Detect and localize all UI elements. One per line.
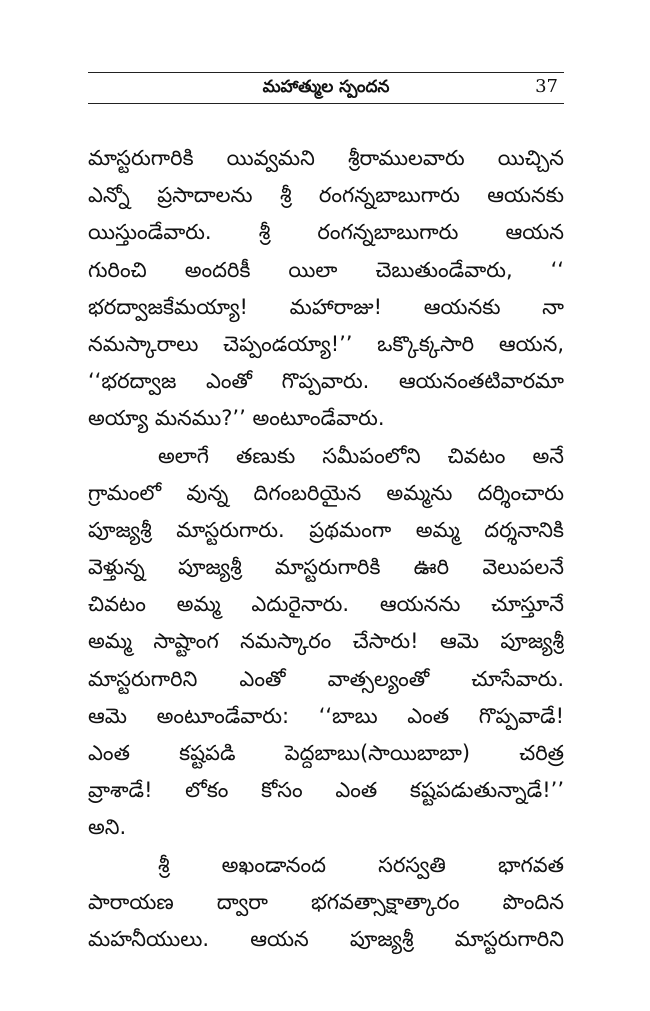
page-header — [88, 72, 564, 104]
text-line: ఎంత కష్టపడి పెద్దబాబు(సాయిబాబా) చరిత్ర — [88, 741, 564, 765]
text-line: భరద్వాజకేమయ్యా! మహారాజు! ఆయనకు నా — [88, 294, 564, 319]
text-line: ‘‘భరద్వాజ ఎంతో గొప్పవారు. ఆయనంతటివారమా — [88, 369, 564, 394]
text-line: గురించి అందరికీ యిలా చెబుతుండేవారు, ‘‘ — [88, 257, 564, 282]
text-line: ఆమె అంటూండేవారు: ‘‘బాబు ఎంత గొప్పవాడే! — [88, 703, 564, 728]
text-line: అమ్మ సాష్టాంగ నమస్కారం చేసారు! ఆమె పూజ్యశ్రీ — [88, 629, 564, 654]
text-line: అని. — [88, 815, 127, 840]
text-line: మాస్టరుగారికి యివ్వమని శ్రీరాములవారు యిచ్చిన — [88, 146, 564, 170]
text-line: అయ్యా మనము?’’ అంటూండేవారు. — [88, 406, 385, 431]
text-line: శ్రీ అఖండానంద సరస్వతి భాగవత — [158, 852, 564, 877]
text-line: ఎన్నో ప్రసాదాలను శ్రీ రంగన్నబాబుగారు ఆయనకు — [88, 183, 564, 208]
text-line: నమస్కారాలు చెప్పండయ్యా!’’ ఒక్కొక్కసారి ఆయన, — [88, 331, 564, 356]
text-line: పారాయణ ద్వారా భగవత్సాక్షాత్కారం పొందిన — [88, 889, 564, 914]
text-line: అలాగే తణుకు సమీపంలోని చివటం అనే — [158, 443, 564, 468]
text-line: పూజ్యశ్రీ మాస్టరుగారు. ప్రథమంగా అమ్మ దర్శనానికి — [88, 517, 564, 542]
page-number: 37 — [535, 76, 558, 97]
text-line: మాస్టరుగారిని ఎంతో వాత్సల్యంతో చూసేవారు. — [88, 666, 564, 691]
text-line: చివటం అమ్మ ఎదురైనారు. ఆయనను చూస్తూనే — [88, 592, 564, 617]
text-line: వెళ్తున్న పూజ్యశ్రీ మాస్టరుగారికి ఊరి వెలుపలనే — [88, 555, 564, 580]
text-line: యిస్తుండేవారు. శ్రీ రంగన్నబాబుగారు ఆయన — [88, 220, 564, 245]
text-line: మహనీయులు. ఆయన పూజ్యశ్రీ మాస్టరుగారిని — [88, 926, 564, 951]
text-line: వ్రాశాడే! లోకం కోసం ఎంత కష్టపడుతున్నాడే!’’ — [88, 778, 564, 803]
text-line: గ్రామంలో వున్న దిగంబరియైన అమ్మను దర్శించారు — [88, 480, 564, 505]
running-title: మహాత్ముల స్పందన — [262, 77, 390, 97]
body-text — [88, 140, 564, 958]
